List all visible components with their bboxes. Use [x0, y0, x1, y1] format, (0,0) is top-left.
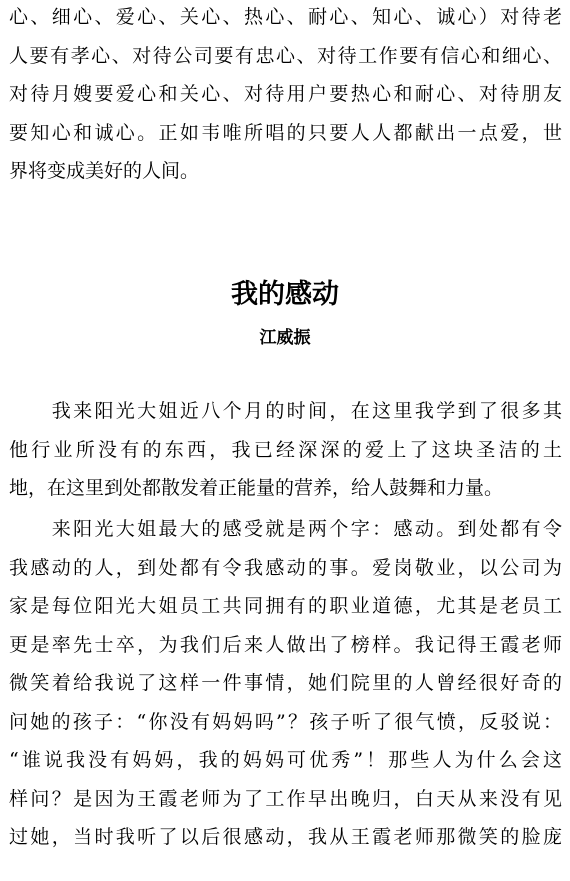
text-line: 我来阳光大姐近八个月的时间，在这里我学到了很多其: [9, 400, 562, 422]
text-line: “谁说我没有妈妈，我的妈妈可优秀”！那些人为什么会这: [9, 749, 562, 771]
text-line: 问她的孩子：“你没有妈妈吗”？孩子听了很气愤，反驳说：: [9, 710, 562, 733]
text-line: 样问？是因为王霞老师为了工作早出晚归，白天从来没有见: [9, 787, 562, 810]
body-paragraph-1: [9, 392, 562, 508]
text-line: 对待月嫂要爱心和关心、对待用户要热心和耐心、对待朋友: [9, 83, 562, 105]
text-line: 界将变成美好的人间。: [9, 160, 200, 182]
text-line: 我感动的人，到处都有令我感动的事。爱岗敬业，以公司为: [9, 556, 562, 579]
text-line: 地，在这里到处都散发着正能量的营养，给人鼓舞和力量。: [9, 477, 504, 499]
text-line: 来阳光大姐最大的感受就是两个字：感动。到处都有令: [9, 518, 562, 540]
article-author: 江威振: [259, 328, 311, 348]
text-line: 过她，当时我听了以后很感动，我从王霞老师那微笑的脸庞: [9, 826, 562, 848]
body-paragraph-2: [9, 510, 562, 857]
text-line: 更是率先士卒，为我们后来人做出了榜样。我记得王霞老师: [9, 633, 562, 656]
text-line: 人要有孝心、对待公司要有忠心、对待工作要有信心和细心、: [9, 44, 562, 67]
text-line: 微笑着给我说了这样一件事情，她们院里的人曾经很好奇的: [9, 672, 562, 694]
text-line: 要知心和诚心。正如韦唯所唱的只要人人都献出一点爱，世: [9, 121, 562, 144]
article-title: 我的感动: [231, 279, 339, 310]
text-line: 心、细心、爱心、关心、热心、耐心、知心、诚心）对待老: [9, 6, 562, 28]
text-line: 家是每位阳光大姐员工共同拥有的职业道德，尤其是老员工: [9, 595, 562, 617]
intro-paragraph: [9, 0, 562, 191]
text-line: 他行业所没有的东西，我已经深深的爱上了这块圣洁的土: [9, 438, 562, 461]
